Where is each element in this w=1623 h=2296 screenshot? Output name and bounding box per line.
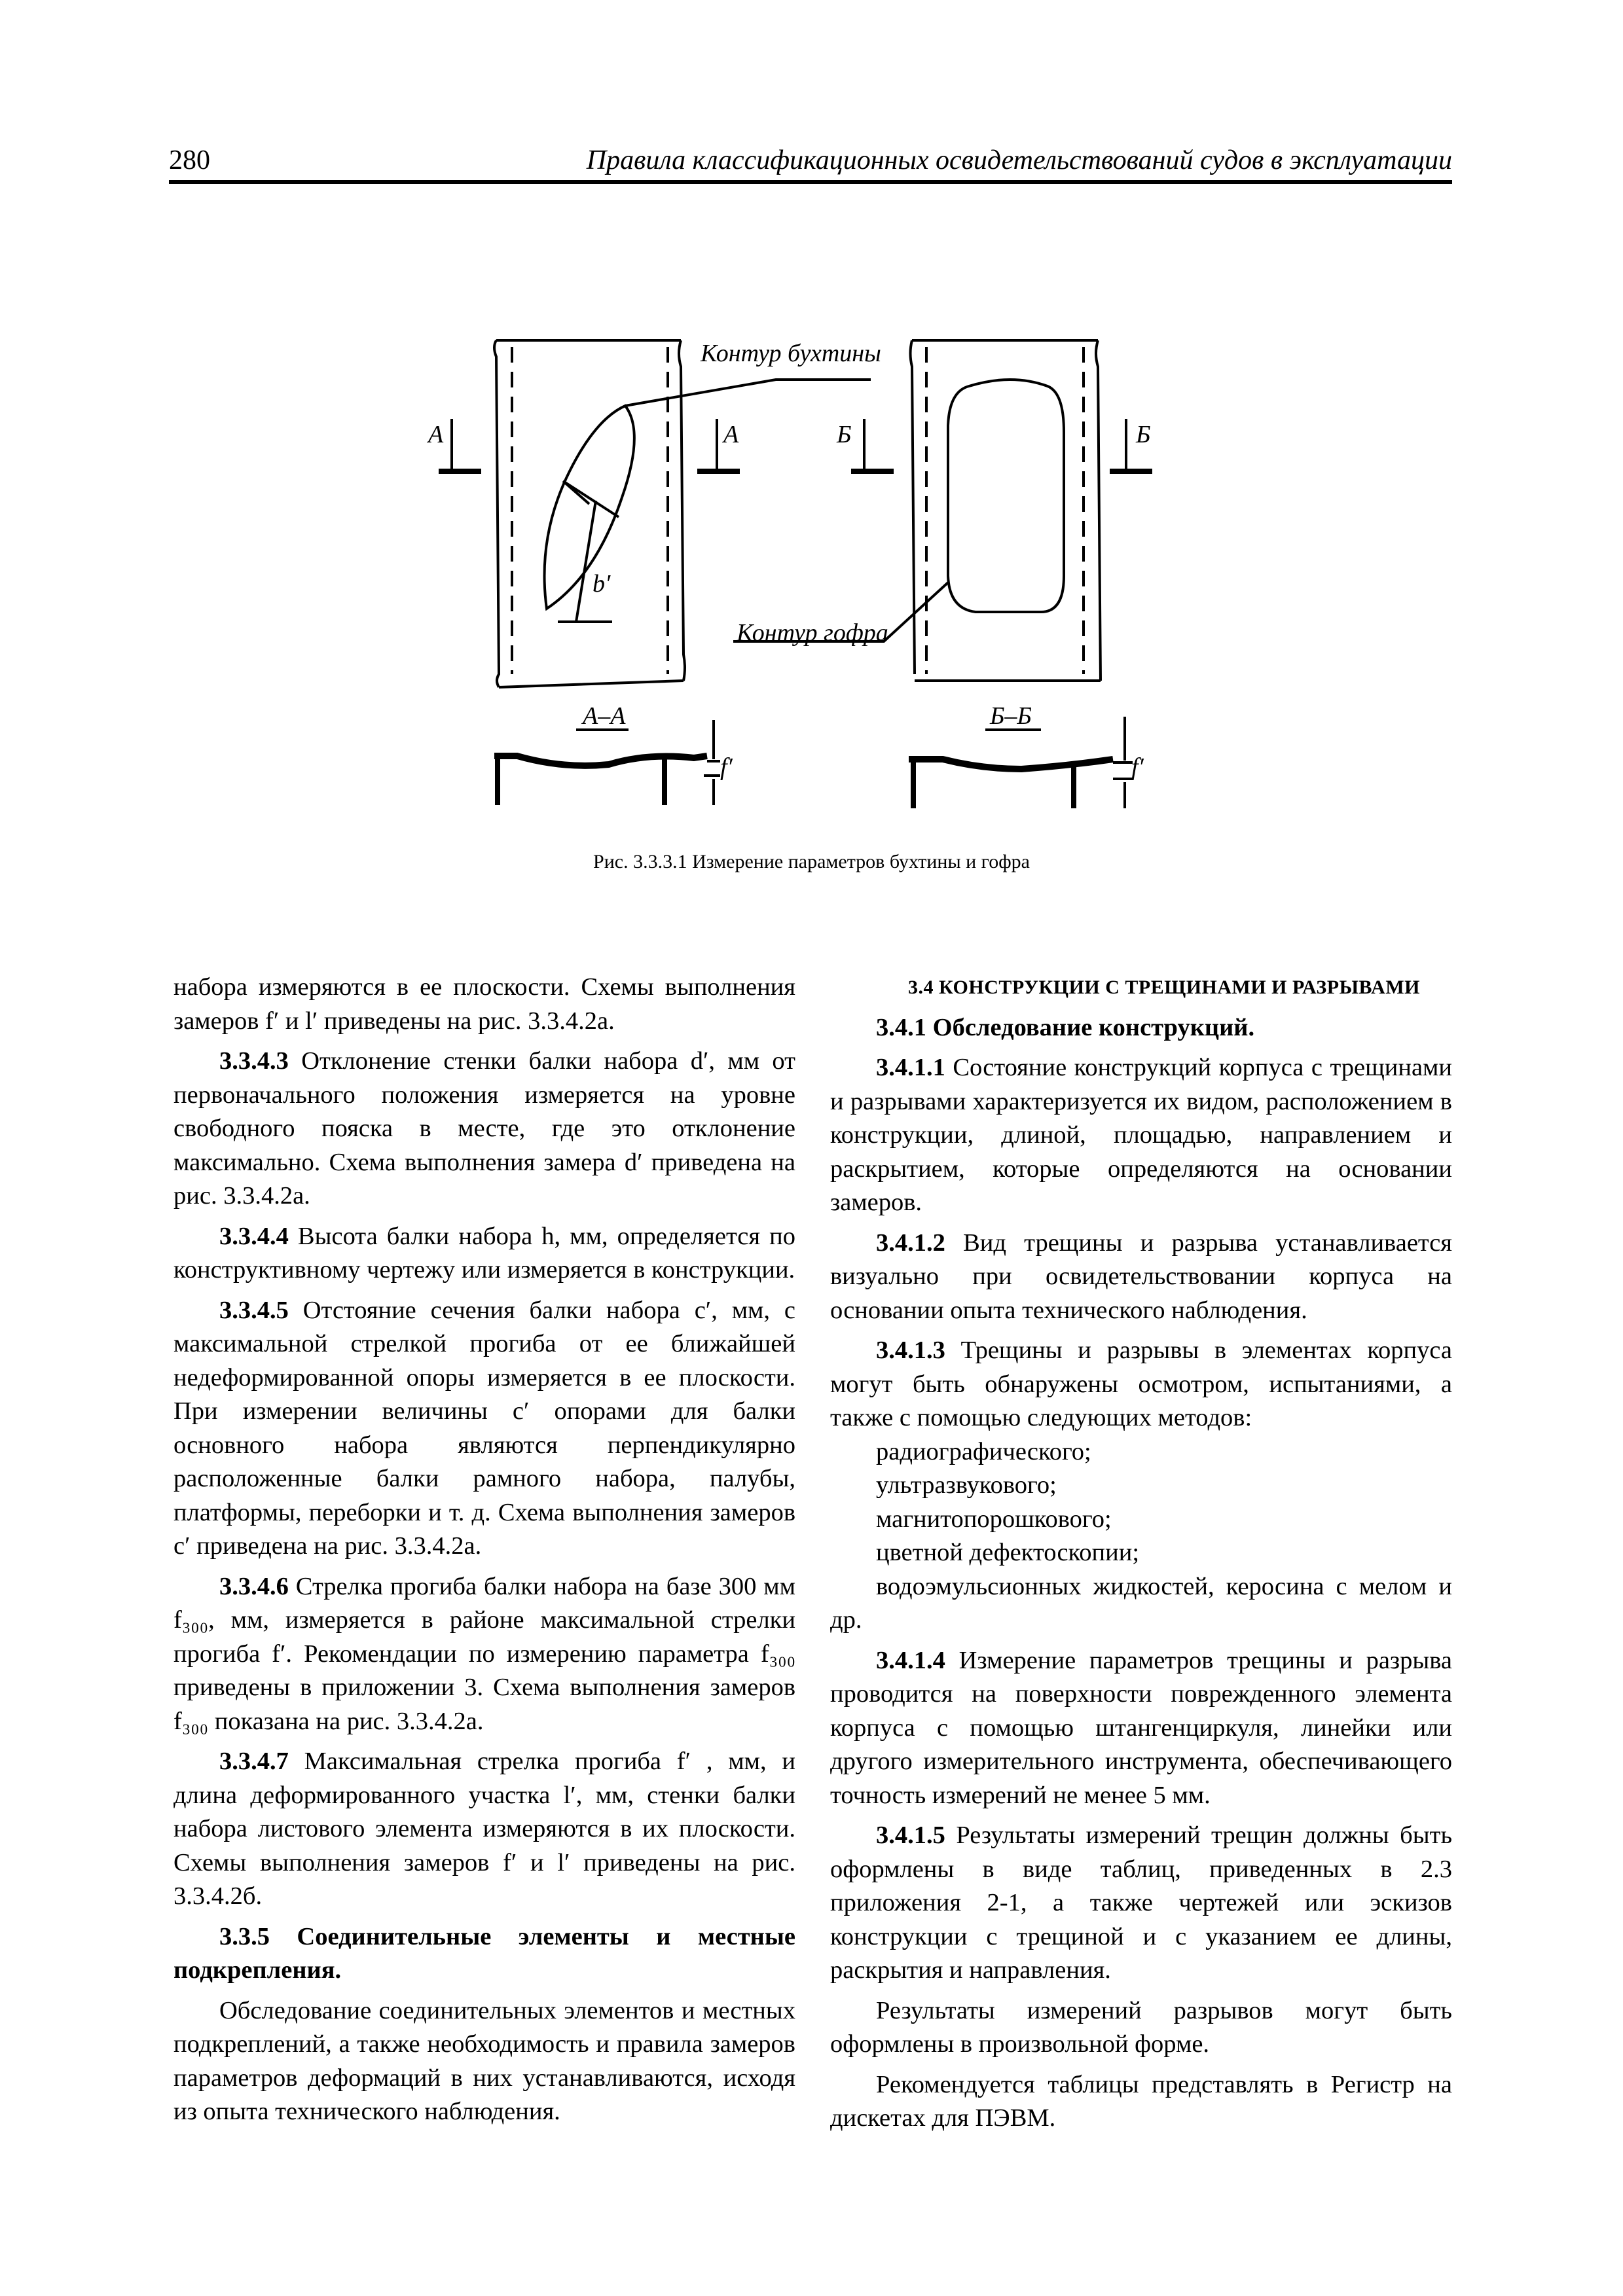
clause-number: 3.3.4.4	[219, 1222, 289, 1250]
clause-text: Состояние конструкций корпуса с трещинами и разрывами характеризуется их видом, расположением в конструкции, длиной, площадью, направлением и раскрытием, которые определяются на основании замеров.	[830, 1054, 1452, 1216]
clause-number: 3.4.1.3	[876, 1336, 945, 1364]
paragraph: Рекомендуется таблицы представлять в Регистр на дискетах для ПЭВМ.	[830, 2070, 1452, 2132]
mark-b-right: Б	[1136, 421, 1151, 448]
clause-number: 3.4.1.2	[876, 1229, 945, 1257]
paragraph: Обследование соединительных элементов и местных подкреплений, а также необходимость и правила замеров параметров деформаций в них устанавливаются, исходя из опыта технического наблюдения.	[173, 1996, 795, 2125]
heading-3-4-1	[830, 1011, 1452, 1045]
list-item: водоэмульсионных жидкостей, керосина с мелом и др.	[830, 1572, 1452, 1634]
clause-number: 3.3.4.7	[219, 1748, 289, 1775]
gofr-contour	[948, 380, 1064, 612]
paragraph: Результаты измерений разрывов могут быть оформлены в произвольной форме.	[830, 1996, 1452, 2058]
clause-text: Отклонение стенки балки набора d′, мм от первоначального положения измеряется на уровне свободного пояска в месте, где это отклонение максимально. Схема выполнения замера d′ приведена на рис. 3.3.4.2а.	[173, 1047, 795, 1210]
clause-number: 3.3.4.6	[219, 1572, 289, 1600]
clause-number: 3.4.1.1	[876, 1054, 945, 1081]
mark-a-left: А	[428, 421, 444, 448]
heading-3-3-5	[173, 1920, 795, 1988]
paragraph-3-4-1-1	[830, 1051, 1452, 1220]
paragraph-3-3-4-3	[173, 1045, 795, 1213]
list-item: магнитопорошкового;	[876, 1505, 1112, 1533]
heading-text: 3.4.1 Обследование конструкций.	[876, 1013, 1255, 1041]
mark-a-right: А	[723, 421, 739, 448]
list-item: ультразвукового;	[876, 1471, 1057, 1499]
left-column	[173, 971, 795, 2136]
methods-list	[830, 1435, 1452, 1638]
label-buhtina: Контур бухтины	[701, 340, 881, 367]
figure-drawing	[0, 0, 1623, 949]
clause-text: Максимальная стрелка прогиба f′ , мм, и длина деформированного участка l′, мм, стенки балки набора листового элемента измеряются в их плоскости. Схемы выполнения замеров f′ и l′ приведены на рис. 3.3.4.2б.	[173, 1748, 795, 1910]
clause-number: 3.4.1.4	[876, 1646, 945, 1674]
label-b-prime: b′	[593, 570, 611, 598]
clause-text: Измерение параметров трещины и разрыва проводится на поверхности поврежденного элемента корпуса с помощью штангенциркуля, линейки или другого измерительного инструмента, обеспечивающего точность измерений не менее 5 мм.	[830, 1646, 1452, 1809]
figure-buhtina-gofr	[0, 0, 1623, 949]
paragraph-3-3-4-4	[173, 1220, 795, 1287]
paragraph-3-4-1-3	[830, 1334, 1452, 1435]
clause-number: 3.3.4.3	[219, 1047, 289, 1075]
label-section-aa: А–А	[583, 702, 626, 730]
paragraph: набора измеряются в ее плоскости. Схемы выполнения замеров f′ и l′ приведены на рис. 3.3.4.2а.	[173, 973, 795, 1035]
clause-text: Вид трещины и разрыва устанавливается визуально при освидетельствовании корпуса на основании опыта технического наблюдения.	[830, 1229, 1452, 1324]
section-title: 3.4 КОНСТРУКЦИИ С ТРЕЩИНАМИ И РАЗРЫВАМИ	[908, 977, 1420, 998]
running-title: Правила классификационных освидетельствований судов в эксплуатации	[586, 145, 1452, 175]
label-section-bb: Б–Б	[990, 702, 1032, 730]
list-item: радиографического;	[876, 1437, 1091, 1465]
section-aa-plate	[494, 756, 707, 766]
paragraph-3-3-4-7	[173, 1745, 795, 1914]
clause-text: Стрелка прогиба балки набора на базе 300 мм f₃₀₀, мм, измеряется в районе максимальной стрелки прогиба f′. Рекомендации по измерению параметра f₃₀₀ приведены в приложении 3. Схема выполнения замеров f₃₀₀ показана на рис. 3.3.4.2а.	[173, 1572, 795, 1735]
clause-text: Трещины и разрывы в элементах корпуса могут быть обнаружены осмотром, испытаниями, а также с помощью следующих методов:	[830, 1336, 1452, 1431]
paragraph-3-4-1-4	[830, 1644, 1452, 1813]
label-f-prime-aa: f′	[720, 753, 733, 781]
buhtina-contour	[545, 406, 634, 609]
left-panel-outline	[494, 340, 685, 687]
right-column	[830, 971, 1452, 2142]
list-item: цветной дефектоскопии;	[876, 1539, 1140, 1566]
page-number: 280	[169, 145, 210, 175]
clause-text: Отстояние сечения балки набора c′, мм, с максимальной стрелкой прогиба от ее ближайшей недеформированной опоры измеряется в ее плоскости. При измерении величины c′ опорами для балки основного набора являются перпендикулярно расположенные балки рамного набора, палубы, платформы, переборки и т. д. Схема выполнения замеров c′ приведена на рис. 3.3.4.2а.	[173, 1296, 795, 1560]
heading-text: 3.3.5 Соединительные элементы и местные подкрепления.	[173, 1922, 795, 1984]
clause-text: Высота балки набора h, мм, определяется по конструктивному чертежу или измеряется в конструкции.	[173, 1222, 795, 1283]
paragraph-3-4-1-2	[830, 1227, 1452, 1328]
clause-text: Результаты измерений трещин должны быть оформлены в виде таблиц, приведенных в 2.3 приложения 2-1, а также чертежей или эскизов конструкции с трещиной и с указанием ее длины, раскрытия и направления.	[830, 1821, 1452, 1984]
label-f-prime-bb: f′	[1131, 753, 1144, 781]
paragraph-3-4-1-5	[830, 1819, 1452, 1988]
paragraph-3-3-4-5	[173, 1294, 795, 1564]
right-panel-outline	[911, 340, 1101, 681]
clause-number: 3.4.1.5	[876, 1821, 945, 1849]
mark-b-left: Б	[837, 421, 852, 448]
label-gofr: Контур гофра	[737, 619, 888, 647]
clause-number: 3.3.4.5	[219, 1296, 289, 1324]
section-bb-plate	[909, 759, 1113, 769]
paragraph-3-3-4-6	[173, 1570, 795, 1739]
figure-caption: Рис. 3.3.3.1 Измерение параметров бухтины и гофра	[593, 851, 1030, 872]
